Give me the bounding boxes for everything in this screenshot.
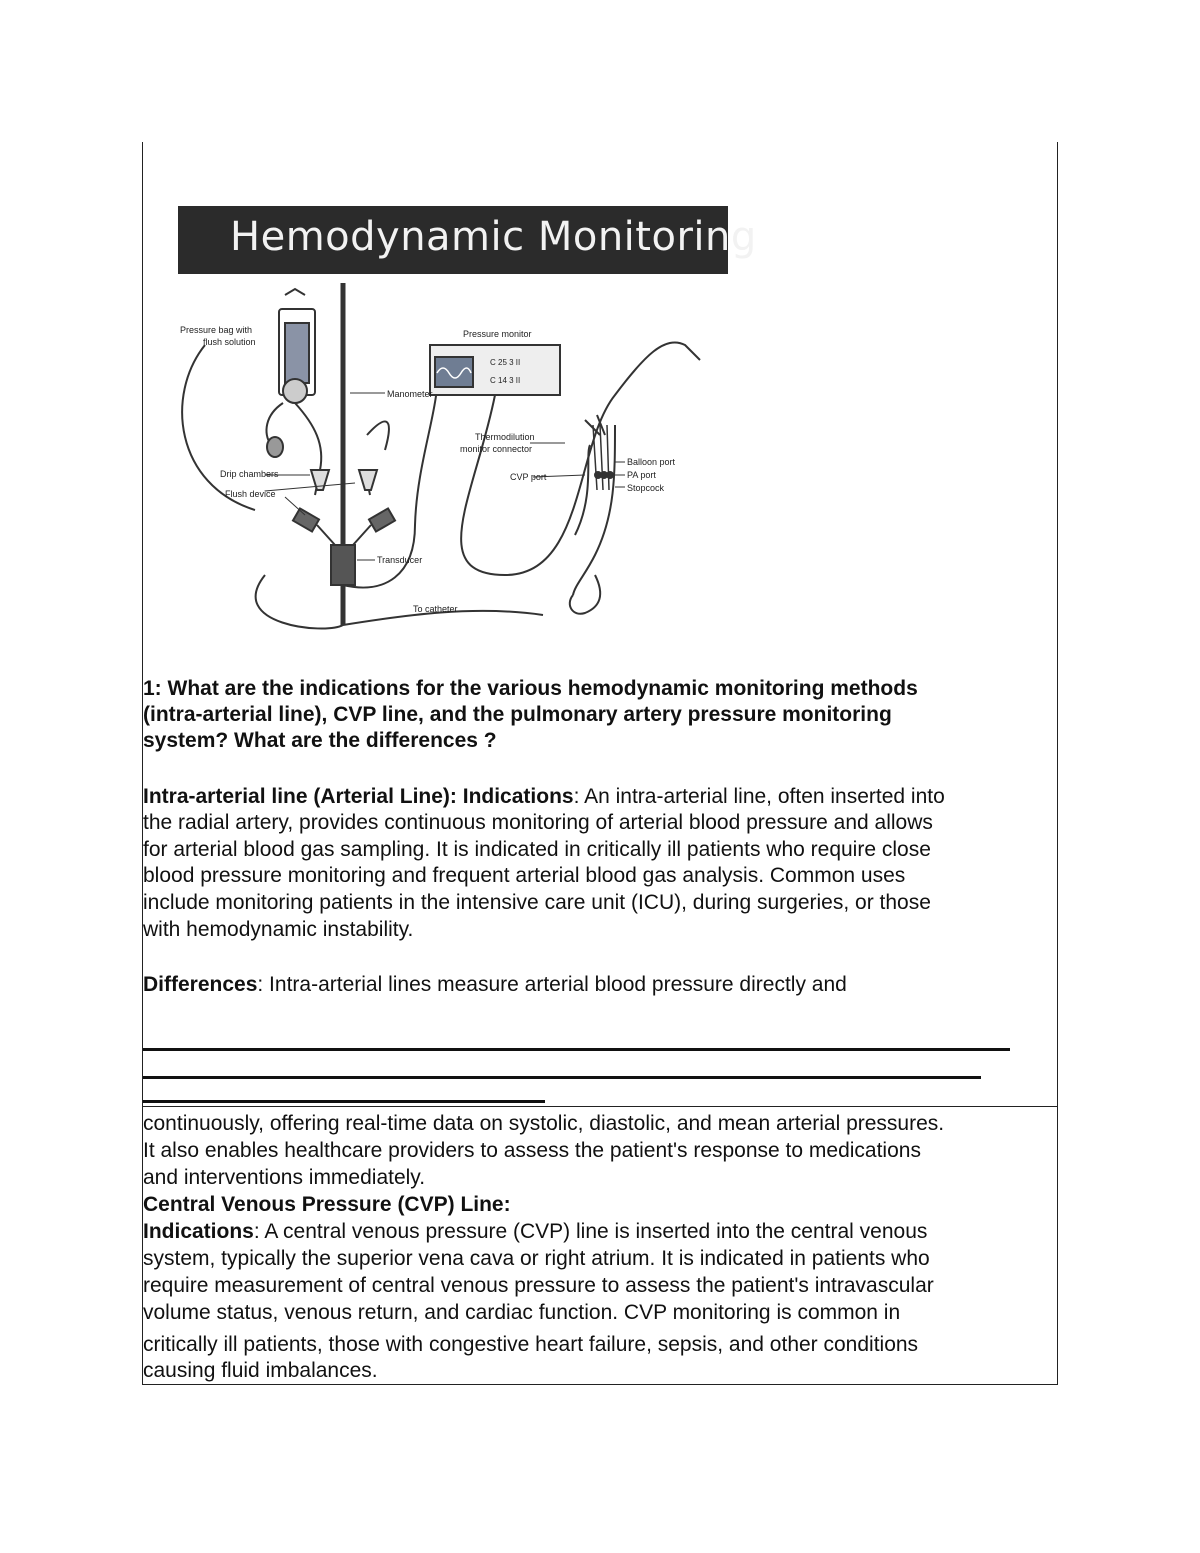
question-line-2: (intra-arterial line), CVP line, and the pulmonary artery pressure monitoring xyxy=(143,703,892,726)
cvp-line-4: volume status, venous return, and cardiac function. CVP monitoring is common in xyxy=(143,1301,901,1324)
label-cvp-port: CVP port xyxy=(510,472,547,482)
label-pressure-bag-2: flush solution xyxy=(203,337,256,347)
section-divider xyxy=(142,1106,1058,1107)
arterial-line-1-text: : An intra-arterial line, often inserted into xyxy=(573,785,945,808)
figure-title: Hemodynamic Monitoring xyxy=(230,214,757,260)
arterial-line-3: for arterial blood gas sampling. It is indicated in critically ill patients who require close xyxy=(143,838,931,861)
label-pressure-monitor: Pressure monitor xyxy=(463,329,532,339)
label-thermodilution-1: Thermodilution xyxy=(475,432,535,442)
blank-rule-2 xyxy=(143,1076,981,1079)
label-balloon-port: Balloon port xyxy=(627,457,676,467)
cvp-line-6: causing fluid imbalances. xyxy=(143,1359,378,1382)
label-stopcock: Stopcock xyxy=(627,483,665,493)
differences-heading: Differences xyxy=(143,973,258,996)
question-line-1: 1: What are the indications for the various hemodynamic monitoring methods xyxy=(143,677,918,700)
cvp-line-1 xyxy=(143,1219,1053,1246)
arterial-line-5: include monitoring patients in the intensive care unit (ICU), during surgeries, or those xyxy=(143,891,931,914)
cvp-line-2: system, typically the superior vena cava or right atrium. It is indicated in patients who xyxy=(143,1247,930,1270)
label-pressure-bag-1: Pressure bag with xyxy=(180,325,253,335)
continuation-line-1: continuously, offering real-time data on systolic, diastolic, and mean arterial pressures. xyxy=(143,1112,945,1135)
arterial-line-4: blood pressure monitoring and frequent arterial blood gas analysis. Common uses xyxy=(143,864,906,887)
label-monitor-readout-2: C 14 3 II xyxy=(490,376,521,385)
continuation-line-3: and interventions immediately. xyxy=(143,1166,426,1189)
cvp-line-5: critically ill patients, those with congestive heart failure, sepsis, and other conditions xyxy=(143,1333,919,1356)
frame-right-border xyxy=(1057,142,1058,1385)
cvp-line-1-text: : A central venous pressure (CVP) line is inserted into the central venous xyxy=(253,1220,928,1243)
label-thermodilution-2: monitor connector xyxy=(460,444,533,454)
continuation-line-2: It also enables healthcare providers to assess the patient's response to medications xyxy=(143,1139,921,1162)
label-pa-port: PA port xyxy=(627,470,656,480)
arterial-line-2: the radial artery, provides continuous monitoring of arterial blood pressure and allows xyxy=(143,811,933,834)
cvp-heading: Central Venous Pressure (CVP) Line: xyxy=(143,1193,511,1216)
cvp-line-3: require measurement of central venous pressure to assess the patient's intravascular xyxy=(143,1274,934,1297)
label-flush-device: Flush device xyxy=(225,489,276,499)
blank-rule-3 xyxy=(143,1100,545,1103)
blank-rule-1 xyxy=(143,1048,1010,1051)
differences-text: : Intra-arterial lines measure arterial blood pressure directly and xyxy=(257,973,847,996)
arterial-line-6: with hemodynamic instability. xyxy=(143,918,414,941)
cvp-indications-label: Indications xyxy=(143,1220,254,1243)
differences-line xyxy=(143,972,1053,999)
label-manometer: Manometer xyxy=(387,389,433,399)
label-transducer: Transducer xyxy=(377,555,423,565)
label-monitor-readout-1: C 25 3 II xyxy=(490,358,521,367)
hemodynamic-monitoring-diagram xyxy=(145,275,745,645)
arterial-line-1 xyxy=(143,784,1053,811)
label-drip-chambers: Drip chambers xyxy=(220,469,279,479)
label-to-catheter: To catheter xyxy=(413,604,458,614)
arterial-heading: Intra-arterial line (Arterial Line): Indications xyxy=(143,785,574,808)
question-line-3: system? What are the differences ? xyxy=(143,729,497,752)
